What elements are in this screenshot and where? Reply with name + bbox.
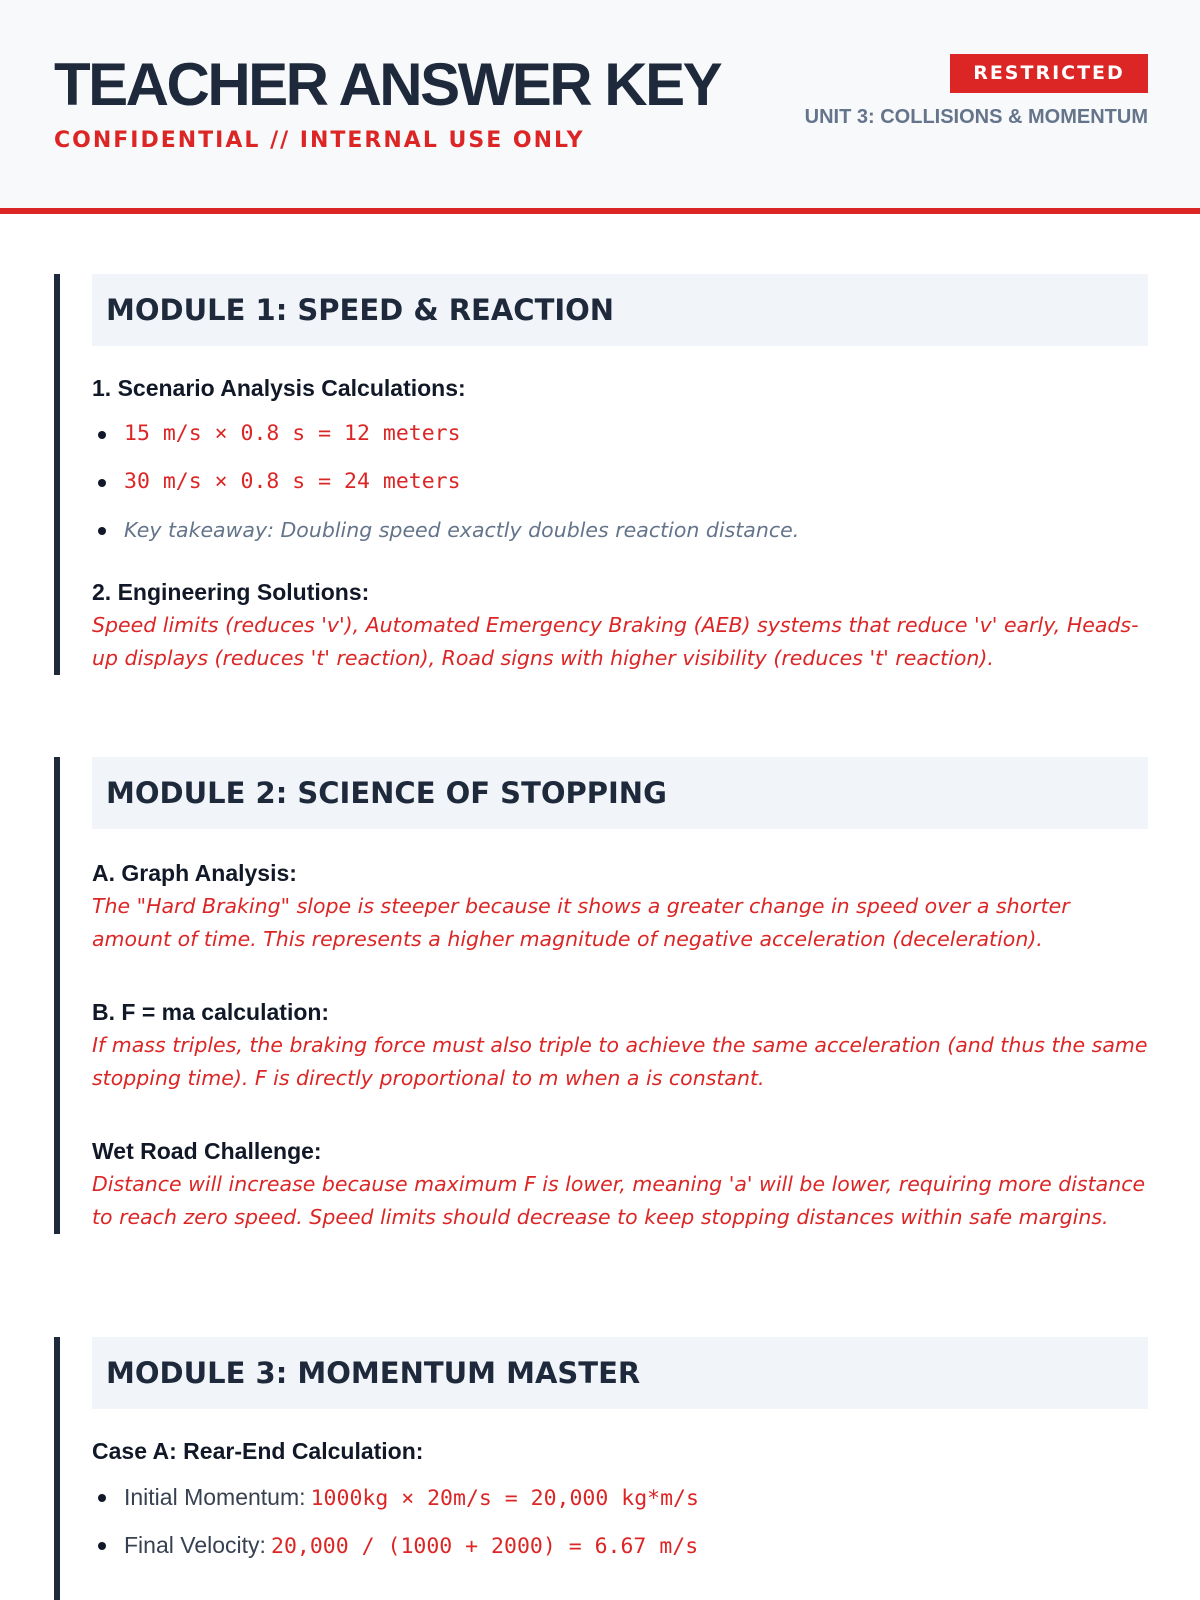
engineering-solutions-heading: 2. Engineering Solutions: [92, 579, 370, 605]
scenario-calculations-list [92, 410, 1148, 554]
rear-end-heading: Case A: Rear-End Calculation: [92, 1438, 424, 1464]
graph-analysis-answer: The "Hard Braking" slope is steeper because it shows a greater change in speed over a shorter amount of time. This represents a higher magnitude of negative acceleration (deceleration). [92, 894, 1070, 951]
unit-label: UNIT 3: COLLISIONS & MOMENTUM [804, 106, 1148, 128]
module-2-title: MODULE 2: SCIENCE OF STOPPING [92, 757, 1148, 829]
graph-analysis-heading: A. Graph Analysis: [92, 860, 297, 886]
engineering-solutions-answer: Speed limits (reduces 'v'), Automated Emergency Braking (AEB) systems that reduce 'v' early, Heads-up displays (reduces 't' reaction), Road signs with higher visibility (reduces 't' reaction). [92, 613, 1139, 670]
calc-value: 20,000 / (1000 + 2000) = 6.67 m/s [271, 1534, 699, 1559]
list-item [92, 458, 1148, 506]
calc-value: 15 m/s × 0.8 s = 12 meters [124, 421, 461, 446]
calc-label: Final Velocity: [124, 1532, 266, 1558]
page-header [0, 0, 1200, 214]
module-1-title: MODULE 1: SPEED & REACTION [92, 274, 1148, 346]
module-3 [54, 1337, 1148, 1600]
wet-road-heading: Wet Road Challenge: [92, 1138, 322, 1164]
calc-value: 1000kg × 20m/s = 20,000 kg*m/s [310, 1486, 699, 1511]
fma-calculation-heading: B. F = ma calculation: [92, 999, 330, 1025]
fma-calculation-answer: If mass triples, the braking force must also triple to achieve the same acceleration (and thus the same stopping time). F is directly proportional to m when a is constant. [92, 1033, 1148, 1090]
calc-label: Initial Momentum: [124, 1484, 306, 1510]
list-item [92, 410, 1148, 458]
scenario-analysis-heading: 1. Scenario Analysis Calculations: [92, 375, 466, 401]
list-item [92, 506, 1148, 554]
confidential-subtitle: CONFIDENTIAL // INTERNAL USE ONLY [54, 128, 585, 153]
key-takeaway: Key takeaway: Doubling speed exactly doubles reaction distance. [124, 518, 800, 542]
wet-road-answer: Distance will increase because maximum F is lower, meaning 'a' will be lower, requiring more distance to reach zero speed. Speed limits should decrease to keep stopping distances within safe margins. [92, 1172, 1146, 1229]
module-2 [54, 757, 1148, 1234]
restricted-badge: RESTRICTED [950, 54, 1148, 93]
list-item [92, 1473, 1148, 1521]
rear-end-calculations-list [92, 1473, 1148, 1569]
calc-value: 30 m/s × 0.8 s = 24 meters [124, 469, 461, 494]
module-1 [54, 274, 1148, 675]
list-item [92, 1521, 1148, 1569]
module-3-title: MODULE 3: MOMENTUM MASTER [92, 1337, 1148, 1409]
page-title: TEACHER ANSWER KEY [54, 51, 721, 118]
